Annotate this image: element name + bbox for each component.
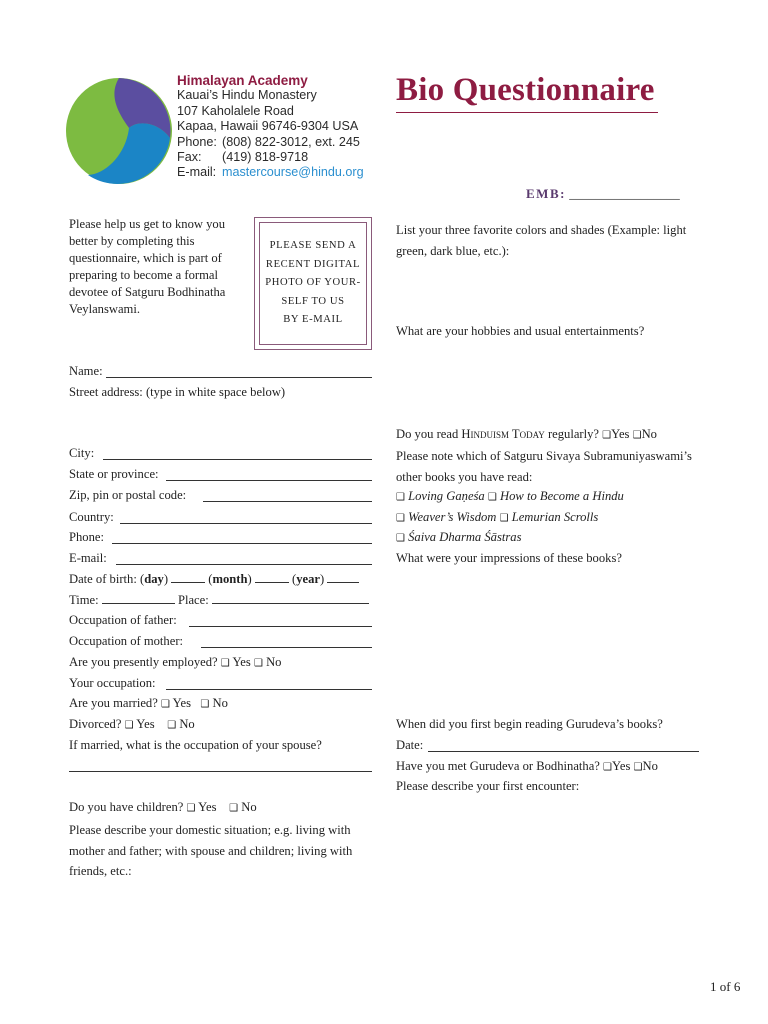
books-row-3 bbox=[396, 530, 521, 545]
encounter-question: Please describe your first encounter: bbox=[396, 779, 580, 793]
yes-label: Yes bbox=[136, 717, 155, 731]
monastery-name: Kauai’s Hindu Monastery bbox=[177, 88, 317, 103]
employed-no-checkbox[interactable]: ❑ bbox=[253, 658, 263, 669]
books-row-2 bbox=[396, 510, 598, 525]
employed-label: Are you presently employed? bbox=[69, 655, 218, 669]
met-label: Have you met Gurudeva or Bodhinatha? bbox=[396, 759, 600, 773]
no-label: No bbox=[241, 800, 257, 814]
city-label: City: bbox=[69, 446, 95, 460]
fax-label: Fax: bbox=[177, 150, 202, 165]
country-label: Country: bbox=[69, 510, 114, 524]
place-label: Place: bbox=[177, 593, 209, 607]
spouse-label: If married, what is the occupation of your spouse? bbox=[69, 738, 322, 752]
email-link[interactable]: mastercourse@hindu.org bbox=[222, 165, 364, 180]
divorced-no-checkbox[interactable]: ❑ bbox=[167, 720, 177, 731]
photo-line: RECENT DIGITAL bbox=[265, 258, 361, 270]
country-field[interactable] bbox=[120, 523, 372, 524]
place-field[interactable] bbox=[212, 593, 369, 604]
phone-label: Phone: bbox=[69, 530, 104, 544]
yes-label: Yes bbox=[172, 696, 191, 710]
book4-title: Lemurian Scrolls bbox=[511, 510, 599, 524]
yes-label: Yes bbox=[232, 655, 251, 669]
read-label-post: regularly? bbox=[547, 427, 599, 441]
children-yes-checkbox[interactable]: ❑ bbox=[186, 803, 196, 814]
street-label: Street address: (type in white space below) bbox=[69, 385, 286, 399]
divorced-label: Divorced? bbox=[69, 717, 122, 731]
divorced-yes-checkbox[interactable]: ❑ bbox=[124, 720, 134, 731]
spouse-field[interactable] bbox=[69, 771, 372, 772]
month-label: month bbox=[212, 572, 248, 586]
met-no-checkbox[interactable]: ❑ bbox=[633, 762, 643, 773]
name-label: Name: bbox=[69, 364, 103, 378]
book4-checkbox[interactable]: ❑ bbox=[499, 513, 509, 524]
colors-question: List your three favorite colors and shades (Example: light green, dark blue, etc.): bbox=[396, 223, 687, 258]
photo-request-inner bbox=[259, 222, 367, 345]
occ-father-field[interactable] bbox=[189, 626, 372, 627]
photo-line: BY E-MAIL bbox=[283, 314, 343, 326]
married-line bbox=[69, 696, 228, 711]
impressions-question: What were your impressions of these books? bbox=[396, 551, 622, 565]
no-label: No bbox=[179, 717, 195, 731]
children-no-checkbox[interactable]: ❑ bbox=[229, 803, 239, 814]
book5-checkbox[interactable]: ❑ bbox=[396, 533, 405, 544]
intro-text: Please help us get to know you better by completing this questionnaire, which is part of preparing to become a formal devotee of Satguru Bodhinatha Veylanswami. bbox=[69, 217, 226, 316]
title-underline bbox=[396, 112, 658, 113]
photo-line: SELF TO US bbox=[281, 295, 345, 307]
date-label: Date: bbox=[396, 738, 424, 752]
domestic-label: Please describe your domestic situation; e.g. living with mother and father; with spouse and children; living with friends, etc.: bbox=[69, 823, 353, 879]
email-label: E-mail: bbox=[177, 165, 217, 180]
no-label: No bbox=[641, 427, 657, 441]
fax-number: (419) 818-9718 bbox=[222, 150, 309, 165]
email-line bbox=[177, 165, 364, 180]
page-title: Bio Questionnaire bbox=[396, 72, 655, 108]
state-field[interactable] bbox=[166, 480, 372, 481]
state-label: State or province: bbox=[69, 467, 159, 481]
fax-line bbox=[177, 150, 364, 165]
your-occ-label: Your occupation: bbox=[69, 676, 156, 690]
month-field[interactable] bbox=[255, 572, 289, 583]
time-field[interactable] bbox=[102, 593, 175, 604]
emb-label: EMB: bbox=[526, 186, 566, 201]
met-line bbox=[396, 759, 658, 774]
photo-request-box bbox=[254, 217, 372, 350]
children-label: Do you have children? bbox=[69, 800, 184, 814]
book2-title: How to Become a Hindu bbox=[500, 489, 624, 503]
time-label: Time: bbox=[69, 593, 99, 607]
year-field[interactable] bbox=[327, 572, 359, 583]
street-address-space[interactable] bbox=[69, 403, 372, 443]
day-label: day bbox=[144, 572, 164, 586]
page-number: 1 of 6 bbox=[710, 979, 741, 994]
yes-label: Yes bbox=[611, 427, 630, 441]
emb-blank: _________________ bbox=[569, 186, 680, 201]
married-no-checkbox[interactable]: ❑ bbox=[200, 699, 210, 710]
photo-line: PHOTO OF YOUR- bbox=[265, 277, 361, 289]
name-field[interactable] bbox=[106, 377, 372, 378]
book3-checkbox[interactable]: ❑ bbox=[396, 513, 405, 524]
photo-line: PLEASE SEND A bbox=[269, 240, 357, 252]
yes-label: Yes bbox=[612, 759, 631, 773]
first-read-question: When did you first begin reading Gurudeva’s books? bbox=[396, 717, 663, 731]
read-yes-checkbox[interactable]: ❑ bbox=[602, 430, 612, 441]
phone-number: (808) 822-3012, ext. 245 bbox=[222, 134, 360, 149]
no-label: No bbox=[642, 759, 658, 773]
date-field[interactable] bbox=[428, 751, 699, 752]
occ-mother-field[interactable] bbox=[201, 647, 372, 648]
time-place-line bbox=[69, 593, 369, 608]
year-label: year bbox=[296, 572, 320, 586]
emb-field[interactable] bbox=[526, 186, 680, 202]
employed-line bbox=[69, 655, 281, 670]
employed-yes-checkbox[interactable]: ❑ bbox=[220, 658, 230, 669]
your-occ-field[interactable] bbox=[166, 689, 372, 690]
book1-title: Loving Gaṇeśa bbox=[408, 489, 485, 503]
occ-mother-label: Occupation of mother: bbox=[69, 634, 184, 648]
dob-label: Date of birth: bbox=[69, 572, 137, 586]
phone-label: Phone: bbox=[177, 134, 217, 149]
hinduism-today-title: Hinduism Today bbox=[461, 427, 545, 441]
zip-label: Zip, pin or postal code: bbox=[69, 488, 187, 502]
organization-address bbox=[177, 73, 364, 181]
read-line bbox=[396, 427, 657, 442]
read-no-checkbox[interactable]: ❑ bbox=[632, 430, 642, 441]
married-yes-checkbox[interactable]: ❑ bbox=[160, 699, 170, 710]
met-yes-checkbox[interactable]: ❑ bbox=[603, 762, 613, 773]
book2-checkbox[interactable]: ❑ bbox=[487, 492, 497, 503]
phone-line bbox=[177, 135, 364, 150]
married-label: Are you married? bbox=[69, 696, 158, 710]
street-line: 107 Kaholalele Road bbox=[177, 103, 294, 118]
hobbies-question: What are your hobbies and usual entertainments? bbox=[396, 324, 645, 338]
himalayan-academy-logo bbox=[66, 76, 172, 186]
phone-field[interactable] bbox=[112, 543, 372, 544]
book3-title: Weaver’s Wisdom bbox=[408, 510, 497, 524]
read-label-pre: Do you read bbox=[396, 427, 459, 441]
email-field[interactable] bbox=[116, 564, 372, 565]
no-label: No bbox=[212, 696, 228, 710]
no-label: No bbox=[266, 655, 282, 669]
children-line bbox=[69, 800, 257, 815]
academy-name: Himalayan Academy bbox=[177, 73, 308, 88]
zip-field[interactable] bbox=[203, 501, 372, 502]
divorced-line bbox=[69, 717, 195, 732]
email-label: E-mail: bbox=[69, 551, 107, 565]
yes-label: Yes bbox=[198, 800, 217, 814]
book5-title: Śaiva Dharma Śāstras bbox=[408, 530, 522, 544]
dob-line: Date of birth: (day) (month) (year) bbox=[69, 572, 359, 587]
book1-checkbox[interactable]: ❑ bbox=[396, 492, 405, 503]
day-field[interactable] bbox=[171, 572, 205, 583]
books-note: Please note which of Satguru Sivaya Subramuniyaswami’s other books you have read: bbox=[396, 449, 692, 484]
city-field[interactable] bbox=[103, 459, 372, 460]
books-row-1 bbox=[396, 489, 624, 504]
city-line: Kapaa, Hawaii 96746-9304 USA bbox=[177, 119, 359, 134]
occ-father-label: Occupation of father: bbox=[69, 613, 177, 627]
